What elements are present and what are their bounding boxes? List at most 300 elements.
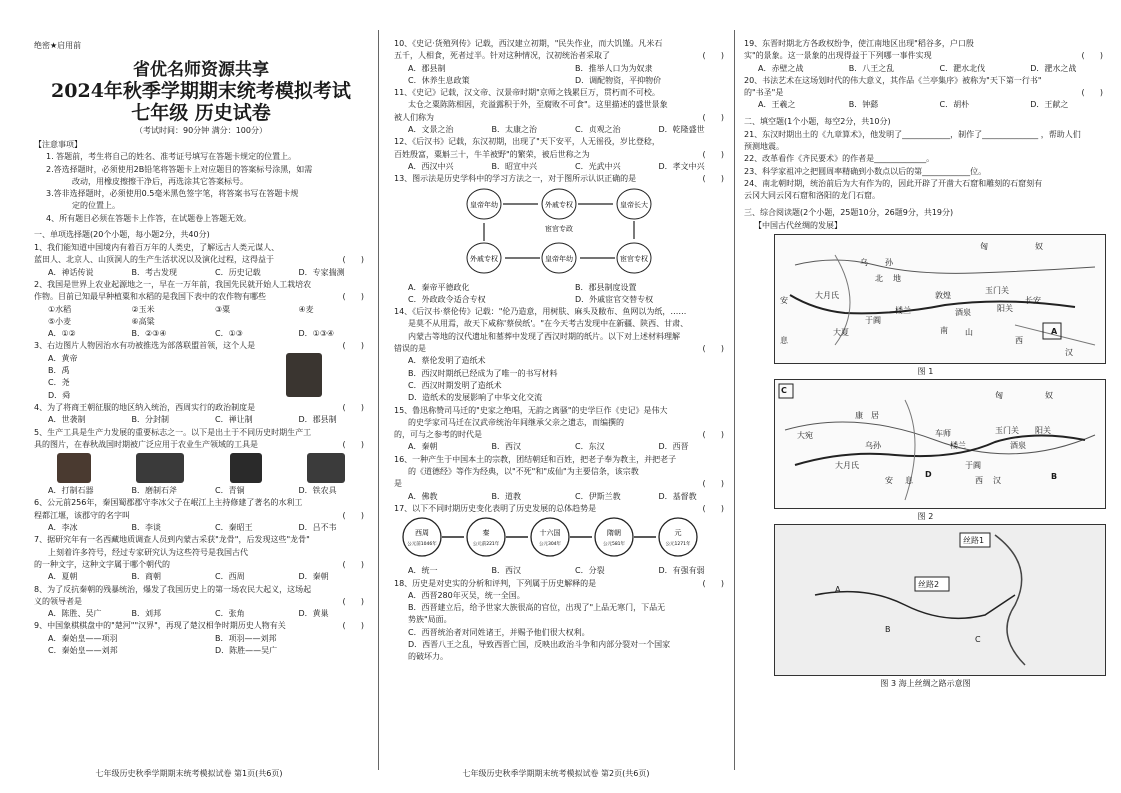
- questions-col-2: [394, 38, 728, 664]
- map-label: 孙: [885, 257, 893, 267]
- timeline-node-year: 公元581年: [602, 542, 626, 548]
- map-figure-1: [774, 234, 1106, 364]
- map-label: 于阗: [865, 315, 881, 325]
- question: [34, 427, 368, 498]
- answer-option: B．八王之乱: [848, 63, 895, 73]
- answer-option: D．①③④: [298, 329, 335, 339]
- answer-option: C．①③: [215, 329, 243, 339]
- map-label: 玉门关: [995, 425, 1019, 435]
- map-label: 安: [780, 295, 788, 305]
- map-figure-3: [774, 524, 1106, 676]
- answer-option: C．禅让制: [215, 415, 253, 425]
- answer-option: B．禹: [48, 366, 70, 376]
- tool-image: [230, 453, 262, 483]
- timeline-node: [467, 518, 505, 556]
- question: [394, 503, 728, 578]
- timeline-node-year: 公元304年: [538, 542, 562, 548]
- map-3-caption: 图 3 海上丝绸之路示意图: [880, 678, 971, 688]
- map-label: 于阗: [965, 460, 981, 470]
- answer-paren: ( ): [342, 292, 364, 302]
- answer-option: A．秦始皇——项羽: [48, 633, 118, 643]
- answer-option: ④麦: [298, 304, 314, 314]
- answer-option: C．休养生息政策: [408, 75, 470, 85]
- notes-list: [34, 151, 368, 225]
- notes-heading: 【注意事项】: [34, 140, 82, 149]
- answer-option: C．分裂: [575, 566, 605, 576]
- answer-options: [394, 355, 728, 404]
- answer-paren: ( ): [702, 503, 724, 513]
- answer-option: B．郡县制度设置: [575, 282, 637, 292]
- question-stem-line: 19、东晋时期北方各政权纷争，使江南地区出现"稻谷多，户口殷: [744, 39, 974, 48]
- map-label: 西: [975, 475, 983, 485]
- answer-option: B．西汉时期纸已经成为了唯一的书写材料: [408, 368, 558, 378]
- answer-option: ①水稻: [48, 304, 72, 314]
- answer-paren: ( ): [342, 341, 364, 351]
- question-stem-line: 1、我们能知道中国境内有着百万年的人类史，了解远古人类元谋人、: [34, 243, 280, 253]
- answer-paren: ( ): [702, 430, 724, 440]
- map-letter: A: [1051, 326, 1058, 336]
- answer-option: D．乾隆盛世: [658, 125, 705, 135]
- answer-paren: ( ): [342, 439, 364, 449]
- fill-blank-line: 云冈大同云冈石窟和洛阳的龙门石窟。: [744, 191, 880, 201]
- answer-options: [394, 282, 728, 307]
- map-letter: D: [925, 469, 932, 479]
- question-stem-line: 15、鲁迅称赞司马迁的"史家之绝唱，无韵之离骚"的史学巨作《史记》是伟大: [394, 405, 668, 415]
- answer-paren: ( ): [702, 112, 724, 122]
- map-label: 玉门关: [985, 285, 1009, 295]
- map-label: 康: [855, 410, 863, 420]
- question-stem-line: 14、《后汉书·蔡伦传》记载："伦乃造意，用树肤、麻头及敝布、鱼网以为纸，……: [394, 307, 687, 317]
- question: [34, 620, 368, 657]
- answer-option: D．舜: [48, 390, 71, 400]
- tool-images: [34, 453, 368, 483]
- map-label: 北: [875, 273, 883, 283]
- answer-option: A．秦朝: [408, 442, 438, 452]
- question-stem-line: [394, 112, 728, 124]
- map-label: 丝路2: [918, 579, 940, 589]
- answer-paren: ( ): [702, 174, 724, 184]
- answer-option: A．西汉中兴: [408, 161, 454, 171]
- map-letter: C: [781, 385, 787, 395]
- answer-option: A．陈胜、吴广: [48, 609, 102, 619]
- question-text: 百姓殷富，粟斛三十，牛羊被野"的繁荣，被后世称之为: [394, 149, 590, 159]
- cycle-node-label: 皇帝年幼: [470, 200, 498, 209]
- question-stem-line: 2、我国是世界上农业起源地之一，早在一万年前，我国先民就开始人工栽培农: [34, 279, 312, 289]
- map-label: 酒泉: [1010, 440, 1026, 450]
- answer-option: D．西晋: [658, 442, 689, 452]
- question-stem-line: 6、公元前256年，秦国蜀郡郡守李冰父子在岷江上主持修建了著名的水利工: [34, 498, 303, 508]
- answer-paren: ( ): [342, 402, 364, 412]
- question-text: 被人们称为: [394, 112, 434, 122]
- answer-paren: ( ): [702, 149, 724, 159]
- answer-option: B．刘邦: [131, 609, 161, 619]
- column-1: [0, 0, 378, 793]
- question-stem-line: 16、一种产生于中国本土的宗教，团结朝廷和百姓，把老子奉为教主，并把老子: [394, 454, 677, 464]
- timeline-node-label: 西周: [415, 529, 429, 538]
- question-stem-line: 8、为了反抗秦朝的残暴统治，爆发了我国历史上的第一场农民大起义，这场起: [34, 584, 312, 594]
- answer-option: D．造纸术的发展影响了中华文化交流: [408, 393, 543, 403]
- question: [394, 578, 728, 664]
- answer-option: B．推举人口为为奴隶: [575, 63, 653, 73]
- answer-option: D．淝水之战: [1030, 63, 1077, 73]
- question-stem-line: [34, 559, 368, 571]
- timeline-node: [403, 518, 441, 556]
- answer-paren: ( ): [342, 510, 364, 520]
- answer-option: C．历史记载: [215, 267, 261, 277]
- answer-options: [744, 99, 1107, 111]
- question: [744, 75, 1107, 112]
- question-text: 具的图片，在春秋战国时期被广泛应用于农业生产领域的工具是: [34, 439, 258, 449]
- map-label: 阳关: [1035, 425, 1051, 435]
- question-stem-line: [34, 596, 368, 608]
- map-label: B: [885, 624, 891, 634]
- answer-option: D．郡县制: [298, 415, 337, 425]
- answer-options: [394, 590, 728, 664]
- question: [394, 87, 728, 136]
- answer-option: C．西周: [215, 572, 245, 582]
- question-stem-line: 20、书法艺术在这场划时代的伟大意义，其作品《兰亭集序》被称为"天下第一行书": [744, 75, 1042, 85]
- question: [394, 306, 728, 404]
- answer-paren: ( ): [702, 344, 724, 354]
- answer-option: D．有强有弱: [658, 566, 705, 576]
- answer-option: C．青铜: [215, 486, 245, 496]
- question-text: 4、为了将商王朝征服的地区纳入统治，西周实行的政治制度是: [34, 402, 256, 412]
- question-stem-line: [394, 343, 728, 355]
- answer-option: B．道教: [491, 491, 521, 501]
- answer-paren: ( ): [702, 51, 724, 61]
- answer-option: ③粟: [215, 304, 231, 314]
- answer-option: D．吕不韦: [298, 523, 337, 533]
- question-stem-line: 太仓之粟陈陈相因，充溢露积于外，至腐败不可食"。这里描述的盛世景象: [408, 100, 668, 110]
- question-with-image: [34, 353, 368, 402]
- answer-options: [34, 328, 368, 340]
- question-stem-line: [34, 402, 368, 414]
- exam-meta: （考试时间：90分钟 满分：100分）: [135, 126, 267, 135]
- answer-options: [744, 63, 1107, 75]
- column-2: [378, 0, 734, 793]
- answer-options: [394, 124, 728, 136]
- question: [394, 173, 728, 306]
- answer-option: B．②③④: [131, 329, 167, 339]
- map-label: C: [975, 634, 981, 644]
- answer-options: [34, 608, 368, 620]
- map-label: 汉: [1065, 347, 1073, 357]
- question-text: 13、图示法是历史学科中的学习方法之一，对于图所示认识正确的是: [394, 174, 637, 184]
- map-label: 息: [905, 475, 913, 485]
- answer-option: ⑥高粱: [131, 316, 155, 326]
- timeline-node-label: 隋朝: [607, 529, 621, 538]
- question: [34, 584, 368, 621]
- fill-blank-list: [744, 129, 1107, 203]
- map-1-caption: 图 1: [917, 366, 934, 376]
- answer-option: C．尧: [48, 378, 70, 388]
- map-label: 丝路1: [963, 535, 985, 545]
- question-stem-line: [34, 620, 368, 632]
- answer-option: C．光武中兴: [575, 161, 621, 171]
- answer-option: D．陈胜——吴广: [215, 645, 278, 655]
- answer-option: B．磨制石斧: [131, 486, 177, 496]
- answer-paren: ( ): [702, 578, 724, 588]
- answer-option: A．统一: [408, 566, 438, 576]
- secret-label: 绝密★启用前: [34, 41, 82, 50]
- answer-option: D．孝文中兴: [658, 161, 705, 171]
- question: [34, 340, 368, 401]
- answer-option: C．贞观之治: [575, 125, 621, 135]
- answer-option: B．钟繇: [848, 100, 879, 110]
- map-2-svg: [775, 380, 1105, 508]
- answer-option: C．张角: [215, 609, 245, 619]
- map-label: 匈: [980, 241, 988, 251]
- section-3-subtitle: 【中国古代丝绸的发展】: [754, 220, 842, 230]
- answer-option: D．铁农具: [298, 486, 337, 496]
- question-text: 错误的是: [394, 344, 426, 354]
- answer-options: [34, 633, 368, 658]
- title-line-1: 省优名师资源共享: [133, 60, 269, 80]
- section-1-heading: 一、单项选择题(20个小题，每小题2分，共40分): [34, 230, 210, 240]
- question-stem-line: [34, 439, 368, 451]
- map-letter: B: [1051, 471, 1058, 481]
- answer-option: A．蔡伦发明了造纸术: [408, 356, 486, 366]
- answer-option: C．胡朴: [939, 100, 970, 110]
- answer-option: A．王羲之: [758, 100, 796, 110]
- answer-option: A．夏朝: [48, 572, 78, 582]
- question-text: 作物。目前已知最早种植粟和水稻的是我国下表中的农作物有哪些: [34, 292, 266, 302]
- question-text: 9、中国象棋棋盘中的"楚河""汉界"，再现了楚汉相争时期历史人物有关: [34, 621, 286, 631]
- question: [394, 136, 728, 173]
- note-line: 定的位置上。: [72, 201, 120, 211]
- timeline-node-label: 秦: [482, 529, 490, 538]
- answer-option: D．秦朝: [298, 572, 329, 582]
- map-label: 奴: [1035, 241, 1043, 251]
- answer-options: [34, 522, 368, 534]
- answer-option: B．西晋建立后，给予世家大族很高的官位，出现了"上品无寒门，下品无: [408, 603, 666, 613]
- question-stem-line: [34, 291, 368, 303]
- question: [34, 279, 368, 340]
- answer-option: A．黄帝: [48, 353, 78, 363]
- answer-option: B．太康之治: [491, 125, 537, 135]
- question-text: 义的领导者是: [34, 596, 82, 606]
- question-stem-line: [394, 173, 728, 185]
- answer-option: C．西汉时期发明了造纸术: [408, 380, 502, 390]
- answer-option: A．西晋280年灭吴，统一全国。: [408, 590, 525, 600]
- question-stem-line: [394, 578, 728, 590]
- answer-paren: ( ): [342, 621, 364, 631]
- question-text: 18、历史是对史实的分析和评判，下列属于历史解释的是: [394, 578, 597, 588]
- cycle-node-label: 皇帝年幼: [545, 254, 573, 263]
- answer-options: [34, 414, 368, 426]
- question-text: 蓝田人、北京人、山顶洞人的生产生活状况以及演化过程，这得益于: [34, 255, 274, 265]
- answer-options: [34, 571, 368, 583]
- timeline-node-label: 元: [674, 529, 682, 538]
- answer-options: [34, 304, 368, 329]
- answer-options: [394, 161, 728, 173]
- map-label: 安: [885, 475, 893, 485]
- answer-option: A．李冰: [48, 523, 78, 533]
- section-2-heading: 二、填空题(1个小题，每空2分，共10分): [744, 116, 891, 126]
- answer-option: B．西汉: [491, 566, 521, 576]
- question-text: 五千，人相食，死者过半。针对这种情况，汉初统治者采取了: [394, 51, 610, 61]
- questions-col-3: [744, 38, 1107, 112]
- question-stem-line: 12、《后汉书》记载，东汉初期，出现了"天下安平，人无徭役，岁比登稔，: [394, 137, 660, 147]
- answer-option: D．外戚宦官交替专权: [575, 294, 654, 304]
- answer-option: D．专家揣测: [298, 267, 345, 277]
- question-text: 的一种文字，这种文字属于哪个朝代的: [34, 559, 170, 569]
- answer-option: A．打制石器: [48, 486, 94, 496]
- question-stem-line: [34, 254, 368, 266]
- timeline-diagram: [394, 515, 714, 561]
- question-text: 程都江堰，该郡守的名字叫: [34, 510, 130, 520]
- fill-blank-line: 24、南北朝时期，统治前后为大有作为的，因此开辟了开凿大石窟和雕刻的石窟刻有: [744, 178, 1043, 188]
- map-3-svg: [775, 525, 1105, 675]
- map-label: 地: [893, 273, 901, 283]
- note-line: 改动，用橡皮擦擦干净后，再选涂其它答案标号。: [72, 176, 248, 186]
- question-stem-line: 的《道德经》等作为经典，以"不死"和"成仙"为主要信条，该宗教: [408, 467, 639, 477]
- question: [394, 38, 728, 87]
- title-line-3: 七年级 历史试卷: [131, 102, 271, 124]
- tool-image: [307, 453, 345, 483]
- question-stem-line: [34, 510, 368, 522]
- section-3-heading: 三、综合阅读题(2个小题，25题10分，26题9分，共19分): [744, 207, 954, 217]
- question-stem-line: 上刻着许多符号，经过专家研究认为这些符号是我国古代: [48, 547, 248, 557]
- page-footer-1: 七年级历史秋季学期期末统考模拟试卷 第1页(共6页): [95, 769, 283, 778]
- answer-option: D．调配物资，平抑物价: [575, 75, 662, 85]
- cycle-node-label: 外戚专权: [545, 200, 573, 209]
- map-label: 乌: [860, 257, 868, 267]
- timeline-node-year: 公元前1046年: [407, 542, 437, 548]
- map-label: 匈: [995, 390, 1003, 400]
- answer-option: 的破坏力。: [408, 652, 448, 662]
- question-stem-line: [394, 149, 728, 161]
- question-stem-line: 5、生产工具是生产力发展的重要标志之一。以下是出土于不同历史时期生产工: [34, 427, 312, 437]
- answer-option: A．文景之治: [408, 125, 454, 135]
- answer-paren: ( ): [342, 596, 364, 606]
- answer-options: [394, 441, 728, 453]
- answer-option: C．淝水北伐: [939, 63, 986, 73]
- question-stem-line: 11、《史记》记载，汉文帝、汉景帝时期"京师之钱累巨万，贯朽而不可校。: [394, 88, 660, 98]
- question-text: 是: [394, 479, 402, 489]
- title-line-2: 2024年秋季学期期末统考模拟考试: [51, 80, 351, 102]
- map-label: 西: [1015, 335, 1023, 345]
- answer-option: B．商朝: [131, 572, 161, 582]
- timeline-node: [595, 518, 633, 556]
- question-stem-line: [34, 340, 368, 352]
- timeline-node-label: 十六国: [539, 529, 561, 538]
- question-text: 的"书圣"是: [744, 88, 784, 98]
- timeline-node-year: 公元前221年: [472, 542, 500, 548]
- map-label: 楼兰: [895, 305, 911, 315]
- answer-option: C．西晋统治者对同姓诸王，并赐予他们很大权利。: [408, 627, 590, 637]
- answer-option: A．①②: [48, 329, 76, 339]
- fill-blank-line: 21、东汉时期出土的《九章算术》，他发明了____________，制作了______________ ，帮助人们: [744, 129, 1081, 139]
- note-line: 1. 答题前，考生将自己的姓名、准考证号填写在答题卡规定的位置上。: [46, 152, 297, 162]
- map-label: 车师: [935, 428, 951, 438]
- answer-option: A．郡县制: [408, 63, 446, 73]
- question-stem-line: 的史学家司马迁在汉武帝统治年间继承父亲之遗志，而编撰的: [408, 417, 624, 427]
- answer-option: 势族"局面。: [408, 615, 452, 625]
- map-figure-2: [774, 379, 1106, 509]
- answer-option: A．世袭制: [48, 415, 86, 425]
- map-label: 奴: [1045, 390, 1053, 400]
- answer-option: C．外政政令适合专权: [408, 294, 486, 304]
- map-2-caption: 图 2: [917, 511, 934, 521]
- answer-option: A．赤壁之战: [758, 63, 804, 73]
- answer-option: D．王献之: [1030, 100, 1069, 110]
- cycle-node-label: 宦官专权: [620, 254, 648, 263]
- question-text: 实"的景象。这一景象的出现得益于下列哪一事件实现: [744, 51, 932, 61]
- answer-options: [394, 565, 728, 577]
- map-label: 酒泉: [955, 307, 971, 317]
- answer-option: B．西汉: [491, 442, 521, 452]
- question-stem-line: [744, 50, 1107, 62]
- answer-option: C．秦始皇——刘邦: [48, 645, 118, 655]
- question-stem-line: [394, 429, 728, 441]
- map-label: 楼兰: [950, 440, 966, 450]
- note-line: 3.答非选择题时，必须使用0.5毫米黑色签字笔，将答案书写在答题卡规: [46, 189, 299, 199]
- note-line: 4、所有题目必须在答题卡上作答，在试题卷上答题无效。: [46, 213, 252, 223]
- question-stem-line: 内蒙古等地的汉代遗址和墓葬中发现了西汉时期的纸片。以下对上述材料理解: [408, 331, 680, 341]
- map-label: 大宛: [797, 430, 813, 440]
- cycle-diagram: [394, 186, 694, 278]
- question: [34, 402, 368, 427]
- answer-options: [394, 63, 728, 88]
- answer-option: A．秦帝平德政化: [408, 282, 470, 292]
- tool-image: [57, 453, 91, 483]
- portrait-image: [286, 353, 322, 397]
- note-line: 2.答选择题时，必须使用2B铅笔将答题卡上对应题目的答案标号涂黑，如需: [46, 164, 313, 174]
- question: [34, 497, 368, 534]
- answer-option: ⑤小麦: [48, 316, 72, 326]
- map-label: 大夏: [833, 327, 849, 337]
- question: [394, 454, 728, 503]
- map-label: 大月氏: [835, 460, 859, 470]
- answer-option: B．昭宣中兴: [491, 161, 537, 171]
- answer-options: [34, 485, 368, 497]
- question: [394, 405, 728, 454]
- cycle-node-label: 外戚专权: [470, 254, 498, 263]
- map-label: 居: [871, 410, 879, 420]
- fill-blank-line: 预测地震。: [744, 142, 784, 152]
- answer-options: [394, 491, 728, 503]
- map-label: 南: [940, 325, 948, 335]
- map-label: 山: [965, 327, 973, 337]
- map-label: A: [835, 584, 841, 594]
- answer-option: B．分封制: [131, 415, 169, 425]
- map-label: 长安: [1025, 295, 1041, 305]
- question-text: 17、以下不同时期历史变化表明了历史发展的总体趋势是: [394, 503, 597, 513]
- question-stem-line: 是莫不从用焉，故天下咸称'蔡侯纸'。"在今天考古发现中在新疆、陕西、甘肃、: [408, 319, 689, 329]
- fill-blank-line: 23、科学家祖冲之把圆周率精确到小数点以后的第____________位。: [744, 166, 987, 176]
- tool-image: [136, 453, 184, 483]
- page-footer-2: 七年级历史秋季学期期末统考模拟试卷 第2页(共6页): [462, 769, 650, 778]
- question-text: 3、右边图片人物因治水有功被推选为部落联盟首领，这个人是: [34, 341, 256, 351]
- answer-option: D．黄巢: [298, 609, 329, 619]
- question-stem-line: [394, 503, 728, 515]
- question-stem-line: [394, 478, 728, 490]
- question: [34, 534, 368, 583]
- question-stem-line: [744, 87, 1107, 99]
- question-stem-line: 10、《史记·货殖列传》记载，西汉建立初期，"民失作业，而大饥馑。凡米石: [394, 39, 663, 48]
- timeline-node: [531, 518, 569, 556]
- answer-option: ②玉米: [131, 304, 155, 314]
- timeline-node: [659, 518, 697, 556]
- question: [34, 242, 368, 279]
- answer-option: C．东汉: [575, 442, 605, 452]
- answer-option: A．神话传说: [48, 267, 94, 277]
- cycle-center-label: 宦官专政: [545, 224, 573, 233]
- column-3: [734, 0, 1121, 793]
- map-label: 敦煌: [935, 290, 951, 300]
- answer-option: B．项羽——刘邦: [215, 633, 277, 643]
